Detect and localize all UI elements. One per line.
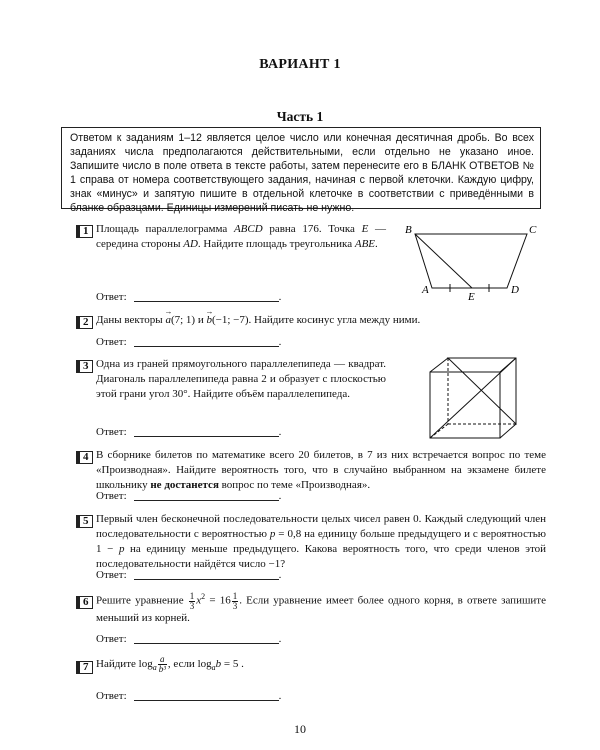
- task-number-3: 3: [76, 360, 93, 373]
- task-2-text: Даны векторы → a(7; 1) и → b(−1; −7). Найдите косинус угла между ними.: [96, 313, 546, 328]
- cube-figure: [418, 350, 528, 445]
- label-a: A: [422, 284, 429, 296]
- task-3-text: Одна из граней прямоугольного параллелепипеда — квадрат. Диагональ параллелепипеда равна 2 и образует с плоскостью этой грани угол 30°. Найдите объём параллелепипеда.: [96, 358, 386, 400]
- task-number-2: 2: [76, 316, 93, 329]
- task-6-text: Решите уравнение $\frac{1}{3}$ $x^2 = 16$ $\frac{1}{3}$ . Если уравнение имеет более одного корня, в ответе запишите меньший из корней.: [96, 590, 546, 624]
- task-5-text: Первый член бесконечной последовательности целых чисел равен 0. Каждый следующий член последовательности с вероятностью p = 0,8 на единицу больше предыдущего и с вероятностью 1 − p на единицу меньше предыдущего. Какова вероятность того, что среди членов этой последовательности найдётся число −1?: [96, 513, 546, 570]
- task-number-6: 6: [76, 596, 93, 609]
- task-7-text: Найдите $\log_a$ $\frac{a}{\text{b³}}$ , если $\log_ab = 5$ .: [96, 654, 244, 674]
- task-4-text: В сборнике билетов по математике всего 20 билетов, в 7 из них встречается вопрос по теме «Производная». Найдите вероятность того, что в случайно выбранном на экзамене билете школьнику не достанется вопрос по теме «Производная».: [96, 449, 546, 491]
- answer-line-4[interactable]: Ответ: .: [96, 490, 282, 502]
- part-title: Часть 1: [276, 109, 324, 124]
- answer-line-5[interactable]: Ответ: .: [96, 569, 282, 581]
- task-number-1: 1: [76, 225, 93, 238]
- answer-line-6[interactable]: Ответ: .: [96, 633, 282, 645]
- label-b: B: [405, 224, 412, 236]
- answer-line-3[interactable]: Ответ: .: [96, 426, 282, 438]
- label-d: D: [511, 284, 519, 296]
- task-number-4: 4: [76, 451, 93, 464]
- task-number-7: 7: [76, 661, 93, 674]
- answer-line-2[interactable]: Ответ: .: [96, 336, 282, 348]
- answer-line-7[interactable]: Ответ: .: [96, 690, 282, 702]
- fraction-one-third: $\frac{1}{3}$: [189, 590, 195, 611]
- fraction-a-over-b-cubed: $\frac{a}{\text{b³}}$: [158, 654, 166, 674]
- variant-title: ВАРИАНТ 1: [259, 57, 341, 72]
- fraction-mixed-third: $\frac{1}{3}$: [232, 590, 238, 611]
- label-e: E: [468, 291, 475, 302]
- label-c: C: [529, 224, 537, 236]
- instructions-box: Ответом к заданиям 1–12 является целое число или конечная десятичная дробь. Во всех заданиях числа предполагаются действительными, если отдельно не указано иное. Запишите число в поле ответа в тексте работы, затем перенесите его в БЛАНК ОТВЕТОВ № 1 справа от номера соответствующего задания, начиная с первой клеточки. Каждую цифру, знак «минус» и запятую пишите в отдельной клеточке в соответствии с приведёнными в бланке образцами. Единицы измерений писать не нужно.: [61, 127, 541, 209]
- answer-line-1[interactable]: Ответ: .: [96, 291, 282, 303]
- parallelogram-figure: [395, 220, 545, 302]
- page-number: 10: [294, 722, 306, 736]
- task-number-5: 5: [76, 515, 93, 528]
- task-1-text: Площадь параллелограмма ABCD равна 176. Точка E — середина стороны AD. Найдите площадь треугольника ABE.: [96, 223, 387, 250]
